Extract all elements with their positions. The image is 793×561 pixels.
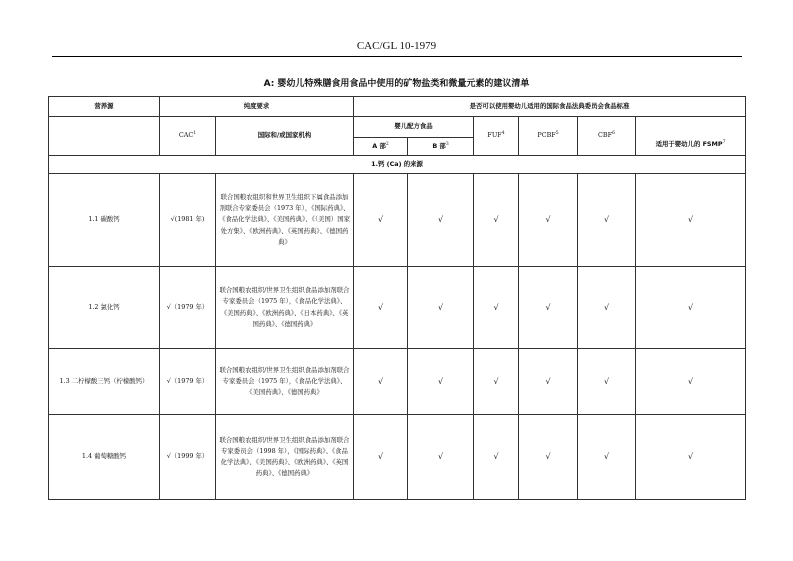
- row-purity: 联合国粮农组织/世界卫生组织食品添加剂联合专家委员会（1975 年），《食品化学法典》、《美国药典》、《欧洲药典》、《日本药典》、《英国药典》、《德国药典》: [216, 267, 354, 349]
- table-title: A: 婴幼儿特殊膳食用食品中使用的矿物盐类和微量元素的建议清单: [263, 79, 530, 89]
- row-name: 1.2 氯化钙: [49, 267, 160, 349]
- check-b: √: [408, 415, 474, 500]
- col-fuf: FUF$^4$: [474, 117, 519, 156]
- check-pcbf: √: [519, 267, 578, 349]
- row-purity: 联合国粮农组织和世界卫生组织下属食品添加剂联合专家委员会（1973 年），《国际药典》、《食品化学法典》、《美国药典》、《（美国）国家处方集》、《欧洲药典》、《英国药典》、《德国药典》: [216, 174, 354, 267]
- col-cbf: CBF$^6$: [578, 117, 636, 156]
- row-name: 1.4 葡萄糖酸钙: [49, 415, 160, 500]
- check-fuf: √: [474, 349, 519, 415]
- col-intl-national: 国际和/或国家机构: [216, 117, 354, 156]
- check-a: √: [354, 349, 408, 415]
- col-purity: 纯度要求: [160, 97, 354, 117]
- document-code: CAC/GL 10-1979: [356, 40, 437, 52]
- row-cac: √（1999 年）: [160, 415, 216, 500]
- row-purity: 联合国粮农组织/世界卫生组织食品添加剂联合专家委员会（1975 年），《食品化学法典》、《美国药典》、《德国药典》: [216, 349, 354, 415]
- check-cbf: √: [578, 415, 636, 500]
- mineral-salts-table: [48, 96, 746, 500]
- col-permitted: 是否可以使用婴幼儿适用的国际食品法典委员会食品标准: [354, 97, 746, 117]
- col-blank: [49, 117, 160, 156]
- col-fsmp: 适用于婴幼儿的 FSMP$^7$: [636, 117, 746, 156]
- check-a: √: [354, 415, 408, 500]
- check-a: √: [354, 267, 408, 349]
- row-cac: √（1979 年）: [160, 267, 216, 349]
- col-a-part: A 部$^2$: [354, 138, 408, 156]
- check-b: √: [408, 267, 474, 349]
- check-fuf: √: [474, 267, 519, 349]
- col-nutrient-source: 营养源: [49, 97, 160, 117]
- row-name: 1.1 碳酸钙: [49, 174, 160, 267]
- check-b: √: [408, 349, 474, 415]
- check-pcbf: √: [519, 415, 578, 500]
- check-cbf: √: [578, 349, 636, 415]
- check-fsmp: √: [636, 415, 746, 500]
- table-row: [49, 349, 746, 415]
- row-purity: 联合国粮农组织/世界卫生组织食品添加剂联合专家委员会（1998 年），《国际药典》、《食品化学法典》、《美国药典》、《欧洲药典》、《英国药典》、《德国药典》: [216, 415, 354, 500]
- check-fuf: √: [474, 415, 519, 500]
- row-cac: √（1979 年）: [160, 349, 216, 415]
- section-calcium: 1.钙 (Ca) 的来源: [49, 156, 746, 174]
- row-cac: √(1981 年): [160, 174, 216, 267]
- check-fuf: √: [474, 174, 519, 267]
- header-rule: [52, 56, 742, 57]
- check-a: √: [354, 174, 408, 267]
- check-pcbf: √: [519, 349, 578, 415]
- table-row: [49, 174, 746, 267]
- table-row: [49, 267, 746, 349]
- check-b: √: [408, 174, 474, 267]
- check-cbf: √: [578, 174, 636, 267]
- row-name: 1.3 二柠檬酸三钙（柠檬酸钙）: [49, 349, 160, 415]
- check-fsmp: √: [636, 349, 746, 415]
- check-fsmp: √: [636, 174, 746, 267]
- col-pcbf: PCBF$^5$: [519, 117, 578, 156]
- col-infant-formula: 婴儿配方食品: [354, 117, 474, 138]
- check-pcbf: √: [519, 174, 578, 267]
- check-fsmp: √: [636, 267, 746, 349]
- col-cac: CAC$^1$: [160, 117, 216, 156]
- col-b-part: B 部$^3$: [408, 138, 474, 156]
- table-row: [49, 415, 746, 500]
- check-cbf: √: [578, 267, 636, 349]
